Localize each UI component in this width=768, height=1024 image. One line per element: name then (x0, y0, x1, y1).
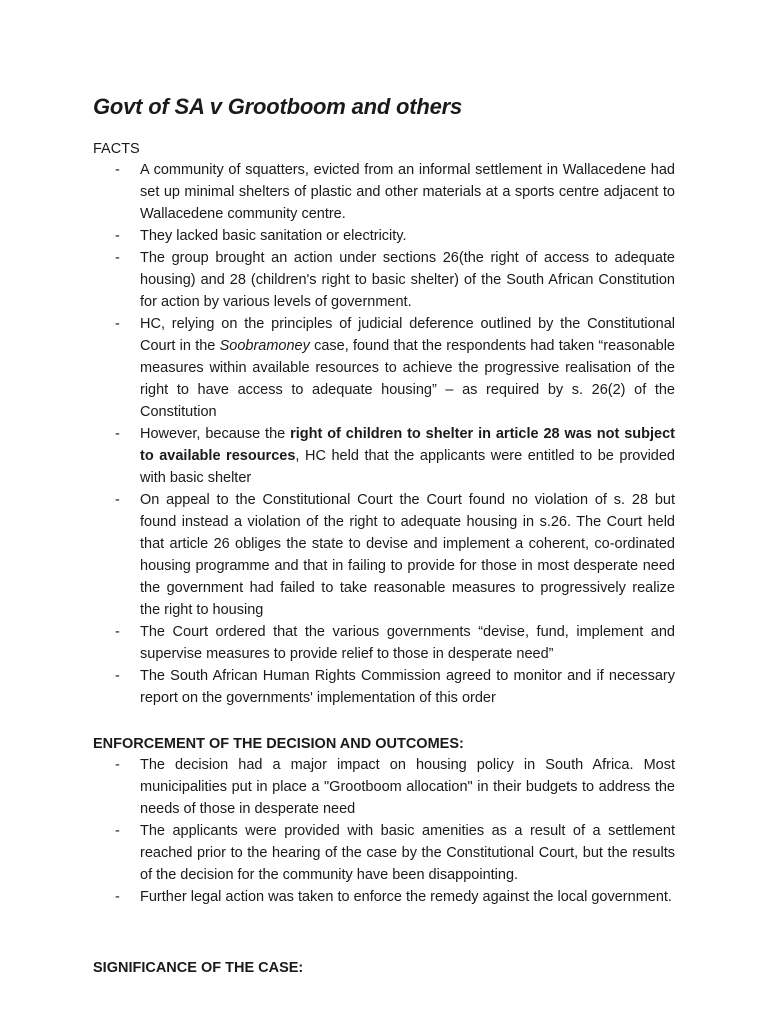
list-item (115, 820, 675, 886)
list-item-text: case, found that the respondents had taken “reasonable measures within available resources to achieve the progressive realisation of the right to have access to adequate housing” – as required by s. 26(2) of the Constitution (140, 338, 675, 420)
facts-heading: FACTS (93, 141, 140, 157)
list-item-text: However, because the (140, 426, 291, 442)
list-item-text: They lacked basic sanitation or electricity. (140, 228, 407, 244)
list-item-text: The applicants were provided with basic amenities as a result of a settlement reached prior to the hearing of the case by the Constitutional Court, but the results of the decision for the community have been disappointing. (140, 823, 675, 883)
list-item (115, 489, 675, 621)
facts-list (115, 159, 675, 709)
list-item-text: Further legal action was taken to enforce the remedy against the local government. (140, 889, 672, 905)
list-item-text: A community of squatters, evicted from an informal settlement in Wallacedene had set up minimal shelters of plastic and other materials at a sports centre adjacent to Wallacedene community centre. (140, 162, 675, 222)
list-item-text: HC, relying on the principles of judicial deference outlined by the Constitutional Court in the (140, 316, 675, 354)
case-name-italic: Soobramoney (219, 338, 310, 354)
list-item-text: The South African Human Rights Commission agreed to monitor and if necessary report on the governments' implementation of this order (140, 668, 675, 706)
list-item (115, 225, 675, 247)
list-item (115, 886, 675, 908)
enforcement-list (115, 754, 675, 908)
list-item (115, 665, 675, 709)
list-item-text: The Court ordered that the various governments “devise, fund, implement and supervise measures to provide relief to those in desperate need” (140, 624, 675, 662)
list-item (115, 313, 675, 423)
list-item (115, 247, 675, 313)
list-item (115, 621, 675, 665)
list-item-text: On appeal to the Constitutional Court the Court found no violation of s. 28 but found instead a violation of the right to adequate housing in s.26. The Court held that article 26 obliges the state to devise and implement a coherent, co-ordinated housing programme and that in failing to provide for those in most desperate need the government had failed to take reasonable measures to progressively realize the right to housing (140, 492, 675, 618)
document-title: Govt of SA v Grootboom and others (93, 94, 463, 119)
list-item (115, 423, 675, 489)
significance-heading: SIGNIFICANCE OF THE CASE: (93, 960, 304, 976)
list-item-text: , HC held that the applicants were entitled to be provided with basic shelter (140, 448, 675, 486)
emphasis-bold: right of children to shelter in article 28 was not subject to available resources (140, 426, 675, 464)
list-item (115, 159, 675, 225)
list-item-text: The group brought an action under sections 26(the right of access to adequate housing) and 28 (children's right to basic shelter) of the South African Constitution for action by various levels of government. (140, 250, 675, 310)
enforcement-heading: ENFORCEMENT OF THE DECISION AND OUTCOMES: (93, 736, 464, 752)
list-item-text: The decision had a major impact on housing policy in South Africa. Most municipalities put in place a "Grootboom allocation" in their budgets to address the needs of those in desperate need (140, 757, 675, 817)
list-item (115, 754, 675, 820)
